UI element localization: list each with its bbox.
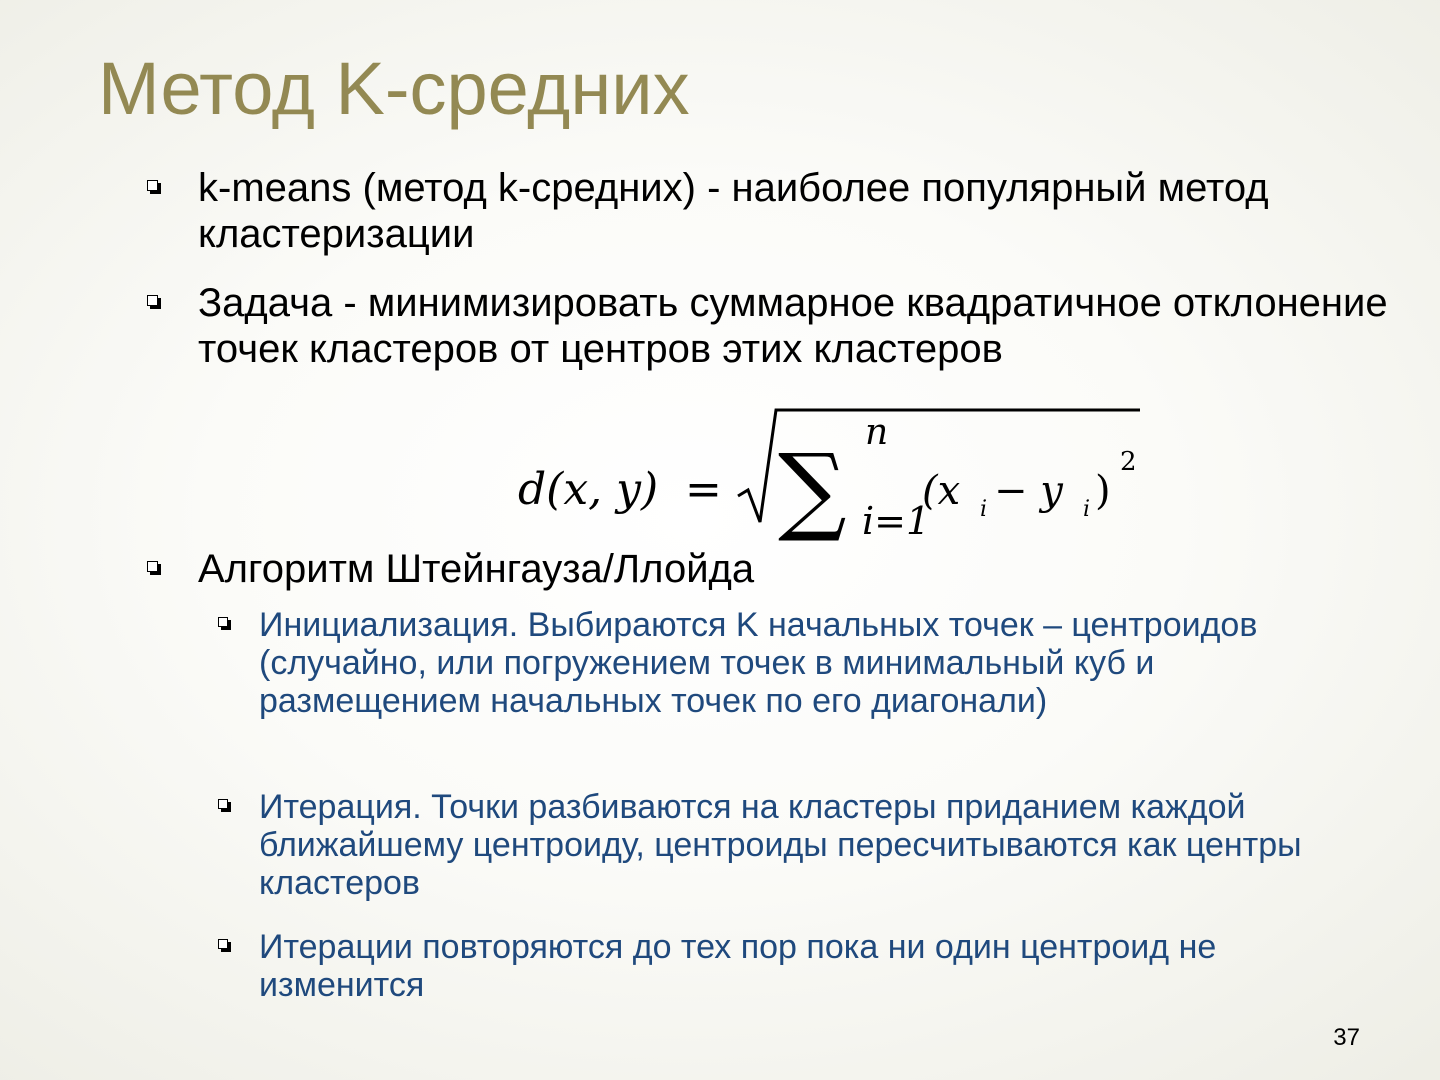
slide-title: Метод K-средних [98,47,690,130]
bullet-item [198,546,1388,592]
slide-number: 37 [1333,1024,1360,1051]
square-bullet-icon [147,561,158,572]
formula-upper-limit: n [865,412,889,453]
square-bullet-icon [218,617,228,627]
formula-close-paren: ) [1095,468,1111,514]
formula-subscript: i [980,497,988,522]
formula-subscript: i [1083,497,1091,522]
sub-bullet-text: Итерации повторяются до тех пор пока ни один центроид не изменится [259,928,1217,1004]
square-bullet-icon [147,180,158,191]
formula-power: 2 [1120,447,1137,477]
formula-equals: = [685,464,722,515]
sub-bullet-text: Итерация. Точки разбиваются на кластеры приданием каждой ближайшему центроиду, центроиды пересчитываются как центры кластеров [259,788,1302,902]
bullet-item [198,280,1388,372]
square-bullet-icon [218,799,228,809]
distance-formula [510,404,1150,544]
sub-bullet-item [259,928,1379,1004]
sub-bullet-text: Инициализация. Выбираются K начальных точек – центроидов (случайно, или погружением точек в минимальный куб и размещением начальных точек по его диагонали) [259,606,1258,720]
bullet-text: k-means (метод k-средних) - наиболее популярный метод кластеризации [198,166,1269,256]
formula-term: (x [922,468,961,514]
bullet-item [198,165,1388,257]
square-bullet-icon [147,295,158,306]
formula-minus: − y [994,468,1063,514]
bullet-text: Задача - минимизировать суммарное квадратичное отклонение точек кластеров от центров этих кластеров [198,281,1388,371]
square-bullet-icon [218,939,228,949]
formula-lower-limit: i=1 [862,499,931,543]
sub-bullet-item [259,788,1379,902]
sub-bullet-item [259,606,1379,720]
bullet-text: Алгоритм Штейнгауза/Ллойда [198,547,755,591]
formula-lhs: d(x, y) [518,464,659,515]
formula-sum: ∑ [778,433,847,544]
